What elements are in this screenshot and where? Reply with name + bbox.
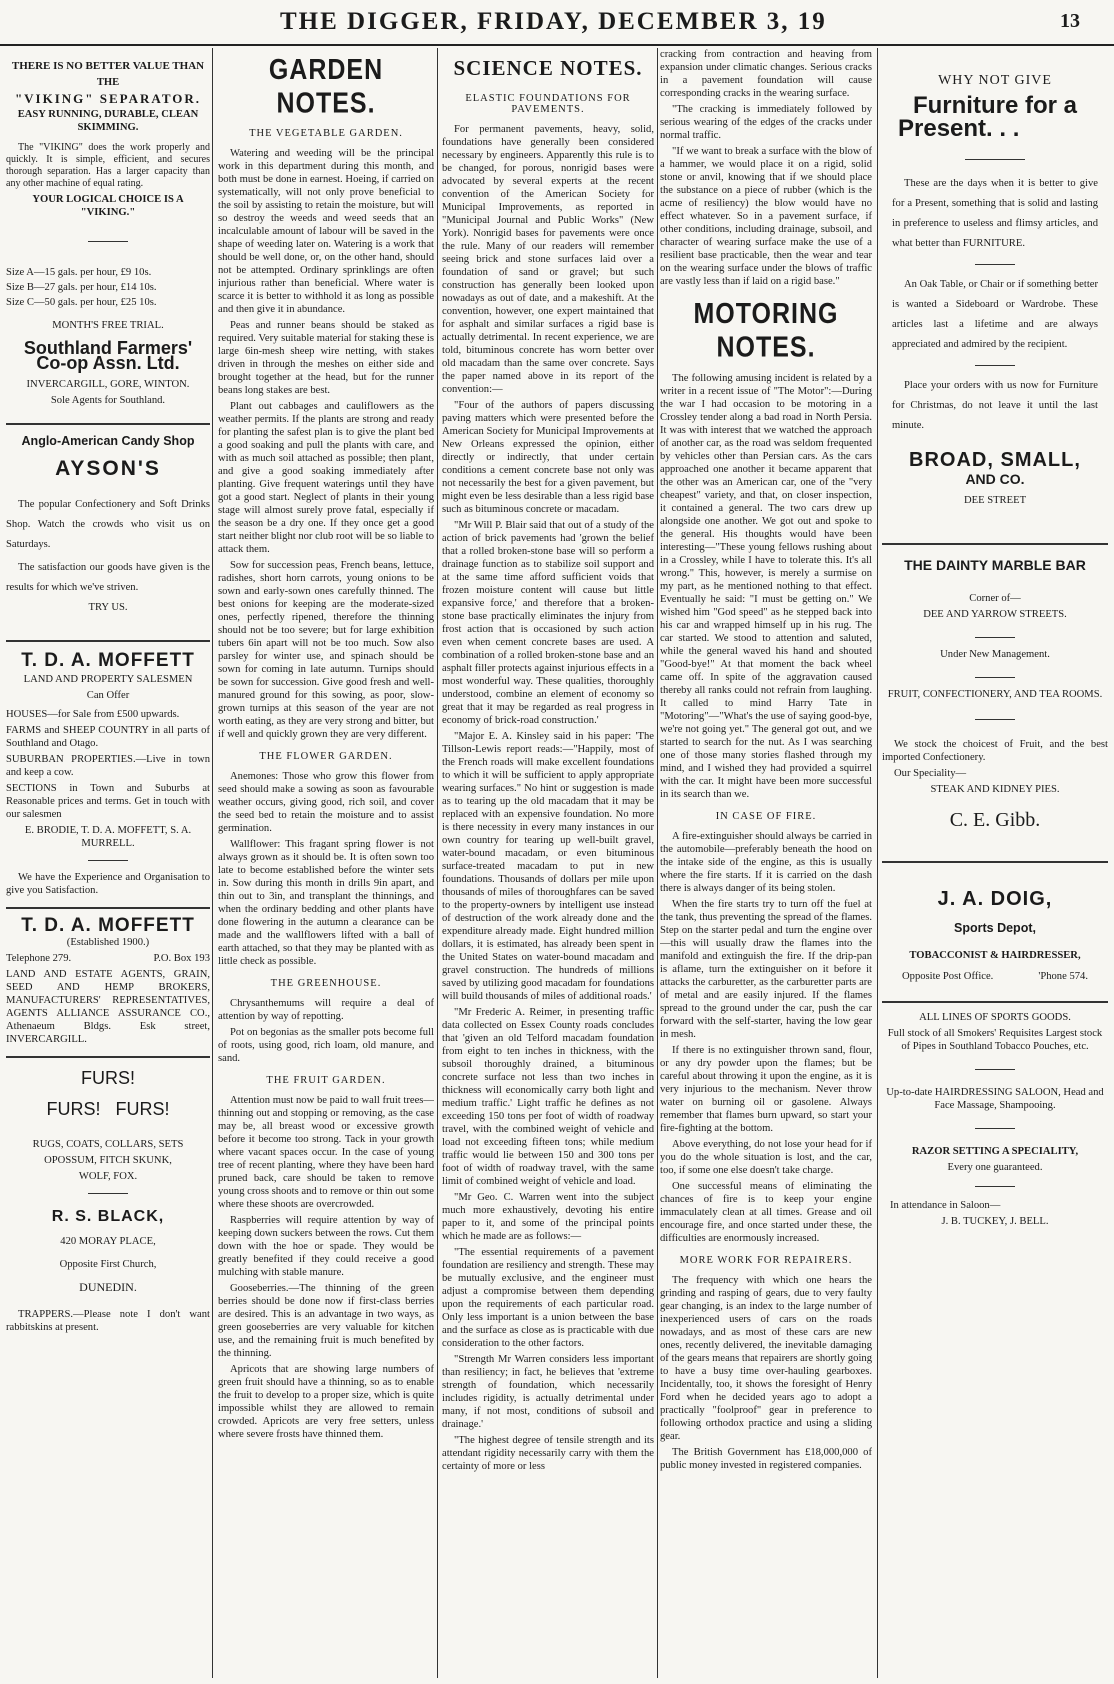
paragraph: "Major E. A. Kinsley said in his paper: 'The Tillson-Lewis report reads:—"Happily, most of the French roads will make excellent foundations to which it will be sufficient to apply appropriate wearing surfaces." No hint or suggestion is made as to tearing up the old macadam that it may be replaced with an expensive foundation. No more is there necessity in every many instances in our own country for tearing up well-built gravel, water-bound macadam, or even bituminous surface-treated macadam to put in new foundations. Thousands of dollars per mile upon thousands of miles of thoroughfares can be saved to the property-owners by intelligent use instead of destruction of the work already done and the expenditure already made. Eight hundred million dollars, it is estimated, has already been spent in the United States on water-bound macadam and gravel construction. The hundreds of millions saved by utilizing good macadam for foundations will build thousands of miles of additional roads.' [442, 731, 654, 1002]
ad-body: Full stock of all Smokers' Requisites Largest stock of Pipes in Southland Tobacco Pouches, etc. [887, 1028, 1103, 1052]
shop-name: AYSON'S [55, 457, 161, 480]
separator [975, 1186, 1015, 1187]
column-rule [212, 48, 213, 1678]
ad-line: RAZOR SETTING A SPECIALITY, [911, 1146, 1079, 1157]
firm-name: T. D. A. MOFFETT [21, 650, 195, 671]
telephone: Telephone 279. [6, 953, 72, 964]
divider [882, 1001, 1108, 1003]
furniture-ad [882, 74, 1108, 507]
advertisements-column-right [882, 48, 1108, 1676]
paragraph: The British Government has £18,000,000 of public money invested in registered companies. [660, 1447, 872, 1471]
ad-body: LAND AND ESTATE AGENTS, GRAIN, SEED AND HEMP BROKERS, MANUFACTURERS' REPRESENTATIVES, AGENTS ALLIANCE ASSURANCE CO., Athenaeum Bldgs. Esk street, INVERCARGILL. [6, 969, 210, 1045]
ad-body: TRAPPERS.—Please note I don't want rabbitskins at present. [6, 1309, 210, 1333]
separator [975, 1128, 1015, 1129]
firm-name: R. S. BLACK, [51, 1208, 165, 1225]
separator [88, 241, 128, 242]
location: Opposite Post Office. [902, 971, 994, 982]
paragraph: Apricots that are showing large numbers of green fruit should have a thinning, so as to enable the fruit to develop to a proper size, which is quite impossible whilst they are allowed to remain crowded. Apricots are very free setters, unless where severe frosts have thinned them. [218, 1364, 434, 1440]
ad-body: Up-to-date HAIRDRESSING SALOON, Head and Face Massage, Shampooing. [886, 1087, 1104, 1111]
ad-headline: Sports Depot, [954, 921, 1036, 935]
paragraph: Wallflower: This fragant spring flower is not always grown as it should be. It is often sown too late to become established before the winter sets in. Sow during this month in drills 9in apart, and thin out to 3in, and transplant the thinnings, and when the ordinary bedding and other plants have done flowering in the autumn a clearance can be made and the wallflowers lifted with a ball of earth attached, so that they may be planted with as little check as possible. [218, 839, 434, 967]
paragraph: Peas and runner beans should be staked as required. Very suitable material for staking these is large 6in-mesh sheep wire netting, with stakes driven in through the meshes on either side and brought together at the head, but for the runner beans long stakes are best. [218, 320, 434, 396]
contact-line [882, 970, 1108, 983]
firm-name: Southland Farmers' [23, 338, 193, 358]
ad-line: WHY NOT GIVE [938, 73, 1052, 88]
ad-line: Can Offer [86, 690, 130, 701]
subsection-heading: MORE WORK FOR REPAIRERS. [679, 1255, 853, 1266]
separator [88, 860, 128, 861]
firm-name: AND CO. [965, 471, 1025, 487]
price-line: Size A—15 gals. per hour, £9 10s. [6, 267, 152, 278]
separator [965, 159, 1025, 160]
ad-line: E. BRODIE, T. D. A. MOFFETT, S. A. MURRELL. [24, 825, 192, 849]
paragraph: Plant out cabbages and cauliflowers as the weather permits. If the plants are strong and ready for planting the safest plan is to give the plant bed a good soaking and pull the plants with care, and with as much soil attached as possible; then plant, and give a good soaking immediately after planting. Give frequent waterings until they have got a good start. Neglect of plants in their young stage will almost surely prove fatal, especially if the season be a dry one. If they once get a good start neither blight nor club root will be so liable to attack them. [218, 401, 434, 555]
separator [975, 365, 1015, 366]
section-heading: GARDEN NOTES. [268, 53, 384, 120]
ad-line: ALL LINES OF SPORTS GOODS. [919, 1012, 1071, 1023]
paragraph: "Mr Frederic A. Reimer, in presenting traffic data collected on Essex County roads concludes that 'given an old Telford macadam foundation from eight to ten inches in thickness, with the subsoil thoroughly drained, a bituminous concrete surface not less than two inches in thickness will economically carry both light and medium traffic.' Light traffic he defines as not exceeding 150 tons per foot of width of roadway travel, with the combined weight of vehicle and load not exceeding fifteen tons; while medium traffic would lie between 150 and 300 tons per foot of width of roadway travel, with the same limit of combined weight of vehicle and load. [442, 1007, 654, 1187]
garden-notes-column [218, 48, 434, 1676]
ad-body: SUBURBAN PROPERTIES.—Live in town and keep a cow. [6, 754, 210, 778]
paragraph: The frequency with which one hears the grinding and rasping of gears, due to very faulty gear changing, is an index to the large number of inexperienced users of cars on the roads nowadays, and as most of these cars are new ones, recently delivered, the inevitable damaging of the gears means that repairers are shortly going to have a busy time over-hauling gearboxes. Incidentally, too, it shows the foresight of Henry Ford when he decided years ago to adopt a practically "foolproof" gear in preference to following orthodox practice and using a sliding gear. [660, 1275, 872, 1442]
paragraph: Anemones: Those who grow this flower from seed should make a sowing as soon as favourable weather occurs, giving good, rich soil, and cover the seed bed to retain the moisture and to assist germination. [218, 771, 434, 834]
price-line: Size B—27 gals. per hour, £14 10s. [6, 282, 157, 293]
ad-body: The satisfaction our goods have given is the results for which we've striven. [6, 562, 210, 593]
ad-body: These are the days when it is better to give for a Present, something that is solid and lasting in preference to useless and flimsy articles, and what better than FURNITURE. [892, 178, 1098, 249]
ad-headline: FURS! [81, 1068, 135, 1088]
telephone: 'Phone 574. [1038, 971, 1088, 982]
ad-line: WOLF, FOX. [78, 1171, 138, 1182]
section-heading: MOTORING NOTES. [693, 297, 839, 364]
paragraph: A fire-extinguisher should always be carried in the automobile—preferably beneath the hood on the intake side of the engine, as this is usually where the fire starts. If it is carried on the dash there is always danger of its being stolen. [660, 831, 872, 894]
moffett-salesmen-ad [6, 650, 210, 897]
ad-line: Corner of— [969, 593, 1021, 604]
separator [975, 719, 1015, 720]
paragraph: When the fire starts try to turn off the fuel at the tank, thus preventing the spread of the flames. Step on the starter pedal and turn the engine over—this will usually draw the flames into the manifold and extinguish the fire. If the drip-pan is aflame, turn the extinguisher on it before it attacks the carburetter, as the carburetter parts are of metal and are easily injured. If the flames spread to the ground under the car, push the car forward with the self-starter, having the low gear in mesh. [660, 899, 872, 1040]
ad-body: FARMS and SHEEP COUNTRY in all parts of Southland and Otago. [6, 725, 210, 749]
subsection-heading: IN CASE OF FIRE. [715, 811, 817, 822]
section-heading: SCIENCE NOTES. [453, 56, 643, 80]
ad-line: J. B. TUCKEY, J. BELL. [941, 1216, 1049, 1227]
paragraph: "Strength Mr Warren considers less important than resiliency; in fact, he believes that 'extreme strength of foundation, which necessarily includes rigidity, is actually detrimental under many, if not most, conditions of subsoil and drainage.' [442, 1354, 654, 1430]
paragraph: The following amusing incident is related by a writer in a recent issue of "The Motor":—During the war I had occasion to be motoring in a Crossley tender along a bad road in North Persia. It was with interest that we watched the approach of another car, as the road was seldom frequented by vehicles other than Persian cars. As the cars approached one another it became apparent that the other was an American car, one of the "very cheapest" variety, and that, on closer inspection, it contained a general. The two cars drew up alongside one another. We got out and spoke to the general. His thoughts would have been interesting—"These young fellows rushing about in a Crossley, while I have to tolerate this. It's all wrong." This, however, is merely a surmise on my part, as he mentioned nothing to that effect. Eventually he said: "I must be getting on." We wished him "God speed" as he stepped back into his car and wrapped himself up in his rug. The car started. We stood to attention and saluted, while the general waved his hand and shouted "Good-bye!" At that moment the back wheel came off. In spite of the aggravation caused thereby all ranks could not refrain from laughing. It called to mind Harry Tate in "Motoring"—"What's the use of saying good-bye, we're not going yet." The general got out, and we started to search for the nut. As I was searching one of those many stories flashed through my mind, and I wished they had provided a squirrel with the car. It might have been more successful in its search than we. [660, 373, 872, 800]
separator [975, 637, 1015, 638]
ad-body: We stock the choicest of Fruit, and the best imported Confectionery. [882, 739, 1108, 763]
paragraph: For permanent pavements, heavy, solid, foundations have generally been considered necessary by engineers. Apparently this rule is to be changed, for porous, nonrigid bases were advocated by several experts at the recent convention of the American Society for Municipal Improvements, as reported in "Municipal Journal and Public Works" (New York). Nonrigid bases for pavements were once the rule. Many of our readers will remember seeing brick and stone surfaces laid over a foundation of sand or gravel; but such construction has generally been looked upon nowadays as out of date, and a makeshift. At the convention, however, one expert maintained that for asphalt and similar surfaces a rigid base is actually detrimental. In recent experience, we are told, bituminous concrete has worn better over old macadam than the same over concrete. Says the paper named above in its report of the convention:— [442, 124, 654, 395]
ad-line: YOUR LOGICAL CHOICE IS A "VIKING." [32, 194, 184, 218]
ad-line: EASY RUNNING, DURABLE, CLEAN SKIMMING. [17, 109, 199, 133]
ad-body: The "VIKING" does the work properly and quickly. It is simple, efficient, and secures thorough separation. Has a larger capacity than any other machine of equal rating. [6, 142, 210, 189]
paragraph: Chrysanthemums will require a deal of attention by way of repotting. [218, 998, 434, 1022]
ad-line: RUGS, COATS, COLLARS, SETS [32, 1139, 184, 1150]
subsection-heading: THE VEGETABLE GARDEN. [249, 128, 403, 139]
paragraph: Gooseberries.—The thinning of the green berries should be done now if first-class berries are desired. This is an advantage in two ways, as green gooseberries are very valuable for kitchen use, and the remaining fruit is much benefited by the thinning. [218, 1283, 434, 1359]
ad-headline: FURS! FURS! [46, 1099, 170, 1119]
ad-body: SECTIONS in Town and Suburbs at Reasonable prices and terms. Get in touch with our salesmen [6, 783, 210, 820]
ad-line: MONTH'S FREE TRIAL. [52, 320, 164, 331]
proprietor-name: C. E. Gibb. [949, 809, 1041, 831]
ad-line: DUNEDIN. [79, 1280, 137, 1294]
marble-bar-ad [882, 557, 1108, 831]
subsection-heading: THE FRUIT GARDEN. [266, 1075, 386, 1086]
moffett-agents-ad [6, 915, 210, 1046]
ad-line: THE [96, 77, 120, 88]
price-line: Size C—50 gals. per hour, £25 10s. [6, 297, 157, 308]
firm-name: BROAD, SMALL, [909, 449, 1081, 471]
firm-name: THE DAINTY MARBLE BAR [904, 557, 1086, 573]
paragraph: Raspberries will require attention by way of keeping down suckers between the rows. Cut them down with the hoe or spade. They would be greatly benefited if they could receive a good mulching with stable manure. [218, 1215, 434, 1278]
firm-name: Co-op Assn. Ltd. [36, 353, 180, 373]
ad-line: Opposite First Church, [59, 1259, 157, 1270]
column-rule [877, 48, 878, 1678]
paragraph: Sow for succession peas, French beans, lettuce, radishes, short horn carrots, young onions to be sown and early-sown ones carefully thinned. The best onions for keeping are the moderate-sized ones, perfectly ripened, therefore the thinning should not be too severe; but for large exhibition tubers 6in apart will not be too much. Sow also parsley for winter use, and spinach should be sown for coming in late autumn. Turnips should be sown for succession. Give good fresh and well-manured ground for this sowing, as poor, slow-grown turnips at this season of the year are not worth eating, as they are very strong and bitter, but if well and quickly grown they are very different. [218, 560, 434, 740]
ad-line: 420 MORAY PLACE, [60, 1236, 156, 1247]
advertisements-column-left [6, 48, 210, 1676]
paragraph: "If we want to break a surface with the blow of a hammer, we would place it on a rigid, solid stone or anvil, knowing that if we should place the substance on a piece of rubber (which is the acme of resiliency) the blow would have no effect whatever. So in a pavement surface, if other conditions, including drainage, subsoil, and character of wearing surface make the use of a resilient base practicable, then the wear and tear on the wearing surface under the blows of traffic are vastly less than if laid on a rigid base." [660, 146, 872, 287]
paragraph: If there is no extinguisher thrown sand, flour, or any dry powder upon the flames; but be careful about throwing it upon the engine, as it is very injurious to the mechanism. Never throw water on burning oil or gasolene. Always remember that flames burn upward, so start your fire-fighting at the bottom. [660, 1045, 872, 1134]
newspaper-title: THE DIGGER, FRIDAY, DECEMBER 3, 19 [280, 8, 827, 35]
paragraph: Above everything, do not lose your head for if you do the whole situation is lost, and the car, too, if some one else doesn't take charge. [660, 1139, 872, 1176]
paragraph: "The highest degree of tensile strength and its attendant rigidity necessarily carry with them the certainty of more or less [442, 1435, 654, 1472]
ad-body: An Oak Table, or Chair or if something better is wanted a Sideboard or Wardrobe. These articles last a lifetime and are always appreciated and admired by the recipient. [892, 279, 1098, 350]
paragraph: cracking from contraction and heaving from expansion under climatic changes. Serious cracks in a pavement foundation will cause corresponding cracks in the wearing surface. [660, 49, 872, 99]
separator [975, 677, 1015, 678]
divider [882, 543, 1108, 545]
column-rule [437, 48, 438, 1678]
ad-line: Every one guaranteed. [947, 1162, 1043, 1173]
divider [6, 640, 210, 642]
paragraph: "Mr Geo. C. Warren went into the subject much more exhaustively, devoting his entire paper to it, and some of the principal points which he made are as follows:— [442, 1192, 654, 1242]
divider [6, 1056, 210, 1058]
column-rule [657, 48, 658, 1678]
paragraph: Attention must now be paid to wall fruit trees—thinning out and stopping or removing, as the case may be, all breast wood or excessive growth before it become too strong. Tack in your growth where vacant spaces occur. In the case of young tree of recent planting, where they have been hard pruned back, care should be taken to remove young cross shoots and to remove or thin out some where these shoots are overcrowded. [218, 1095, 434, 1210]
ad-body: Place your orders with us now for Furniture for Christmas, do not leave it until the last minute. [892, 380, 1098, 431]
ad-line: Under New Management. [940, 649, 1050, 660]
science-notes-column [442, 48, 654, 1676]
ad-line: TOBACCONIST & HAIRDRESSER, [909, 950, 1081, 961]
doig-sports-ad [882, 888, 1108, 1228]
subsection-heading: ELASTIC FOUNDATIONS FOR PAVEMENTS. [465, 93, 631, 115]
aysons-ad [6, 435, 210, 614]
ad-line: INVERCARGILL, GORE, WINTON. [26, 379, 190, 390]
paragraph: "Four of the authors of papers discussing paving matters which were presented before the American Society for Municipal Improvements at New Orleans expressed the opinion, either directly or indirectly, that under certain conditions a cement concrete base not only was not necessarily the best for a given pavement, but might even be less desirable than a less rigid base such as bituminous concrete or macadam. [442, 400, 654, 515]
firm-name: J. A. DOIG, [937, 888, 1053, 910]
separator [975, 1069, 1015, 1070]
firm-name: T. D. A. MOFFETT [21, 915, 195, 936]
ad-line: DEE AND YARROW STREETS. [923, 609, 1067, 620]
po-box: P.O. Box 193 [153, 953, 210, 964]
page-number: 13 [1060, 10, 1080, 32]
ad-headline: Present. . . [898, 115, 1020, 142]
motoring-notes-column [660, 48, 872, 1676]
viking-separator-ad [6, 60, 210, 407]
paragraph: One successful means of eliminating the chances of fire is to keep your engine immaculately clean at all times. Grease and oil encourage fire, and once started under these, the difficulties are enormously increased. [660, 1181, 872, 1244]
ad-line: OPOSSUM, FITCH SKUNK, [44, 1155, 172, 1166]
ad-body: We have the Experience and Organisation to give you Satisfaction. [6, 872, 210, 896]
ad-line: In attendance in Saloon— [890, 1200, 1001, 1211]
paragraph: Pot on begonias as the smaller pots become full of roots, using good, rich loam, old manure, and sand. [218, 1027, 434, 1064]
contact-line [6, 952, 210, 965]
ad-line: LAND AND PROPERTY SALESMEN [23, 674, 193, 685]
paragraph: "Mr Will P. Blair said that out of a study of the action of brick pavements had 'grown the belief that a rolled broken-stone base will so perform a drainage function as to stabilize soil support and at the same time afford sufficient voids that frozen moisture content will cause but little expansive force,' and therefore that a broken-stone base practically eliminates the injury from frost action that is occasioned by such action even when cement concrete bases are used. A combination of a rolled broken-stone base and an asphalt filler protects against injurious effects in a most wonderful way. These qualities, thoroughly understood, combine an element of economy so great that it may be regarded as real progress in economy of brick-road construction.' [442, 520, 654, 726]
ad-line: THERE IS NO BETTER VALUE THAN [11, 60, 205, 72]
ad-line: Our Speciality— [894, 768, 967, 779]
ad-body: The popular Confectionery and Soft Drinks Shop. Watch the crowds who visit us on Saturdays. [6, 499, 210, 550]
ad-line: STEAK AND KIDNEY PIES. [930, 784, 1060, 795]
masthead [0, 0, 1114, 46]
ad-line: TRY US. [88, 602, 128, 613]
divider [6, 423, 210, 425]
divider [6, 907, 210, 909]
separator [975, 264, 1015, 265]
subsection-heading: THE FLOWER GARDEN. [259, 751, 393, 762]
ad-tagline: Anglo-American Candy Shop [21, 434, 195, 448]
paragraph: Watering and weeding will be the principal work in this department during this month, and both must be done in earnest. Hoeing, if carried on systematically, will not only prove beneficial to the soil by assisting to retain the moisture, but will so destroy the weeds and weed seeds that an incalculable amount of labour will be saved in the shape of weeding later on. Watering is a work that should be well done, or, on the other hand, should not be attempted. Ordinary sprinklings are often injurious rather than beneficial. Where water is scarce it is better to withhold it as long as possible and then give it in abundance. [218, 148, 434, 315]
separator [88, 1193, 128, 1194]
ad-line: FRUIT, CONFECTIONERY, AND TEA ROOMS. [887, 689, 1103, 700]
ad-line: DEE STREET [963, 495, 1027, 506]
subsection-heading: THE GREENHOUSE. [270, 978, 382, 989]
ad-line: Sole Agents for Southland. [50, 395, 166, 406]
ad-line: (Established 1900.) [66, 937, 150, 948]
divider [882, 861, 1108, 863]
ad-body: HOUSES—for Sale from £500 upwards. [6, 709, 180, 720]
furs-ad [6, 1068, 210, 1334]
paragraph: "The cracking is immediately followed by serious wearing of the edges of the cracks under normal traffic. [660, 104, 872, 141]
ad-headline: Furniture for a [912, 92, 1077, 119]
paragraph: "The essential requirements of a pavement foundation are resiliency and strength. These may be mutually exclusive, and the engineer must adjust a compromise between them depending upon the requirements of each particular road. Only less important is a union between the base and the surface as close as is practicable with due consideration to the other factors. [442, 1247, 654, 1349]
ad-headline: "VIKING" SEPARATOR. [14, 91, 202, 106]
